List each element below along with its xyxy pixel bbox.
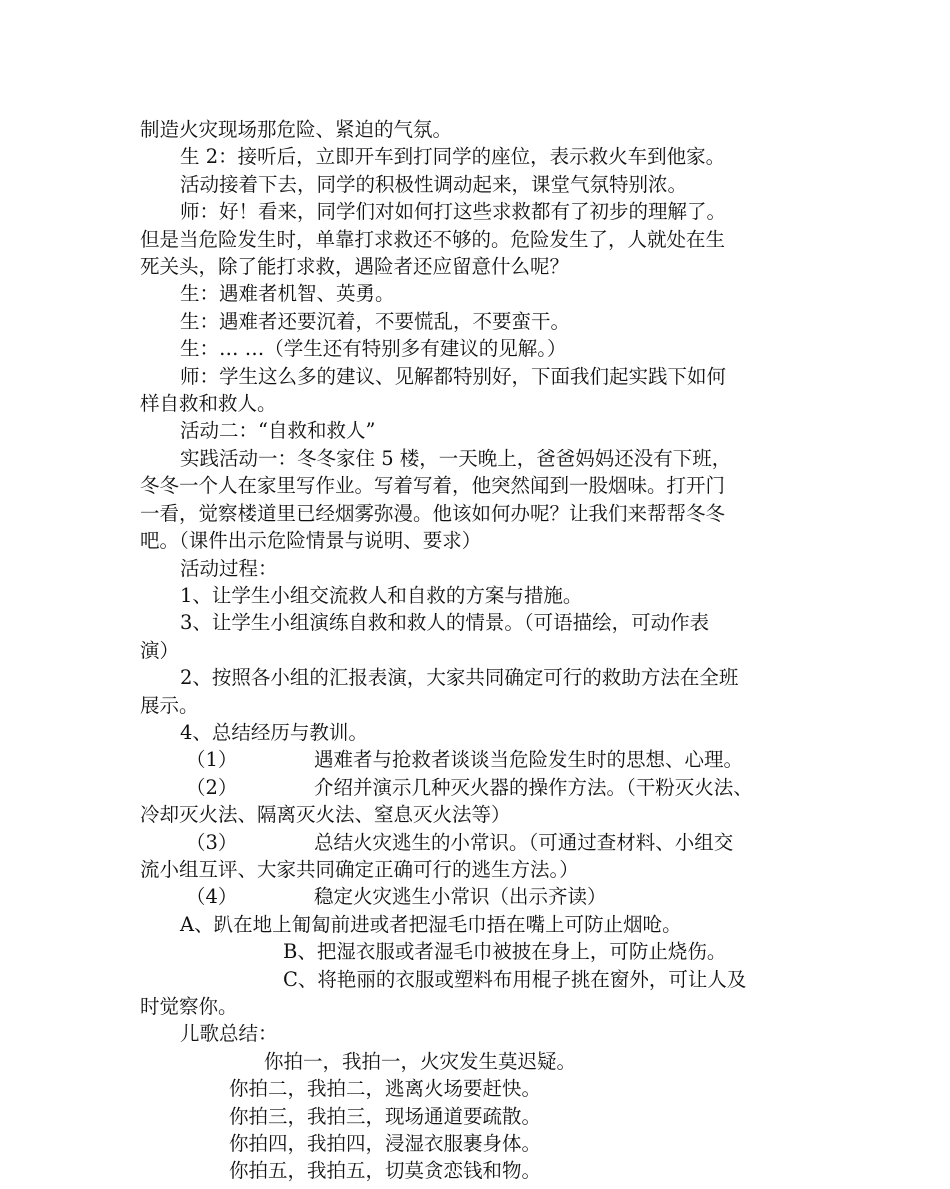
text-line: 冷却灭火法、隔离灭火法、窒息灭火法等） xyxy=(140,803,511,827)
song-line: 你拍五，我拍五，切莫贪恋钱和物。 xyxy=(229,1159,542,1183)
tip-a: A、趴在地上匍匐前进或者把湿毛巾捂在嘴上可防止烟呛。 xyxy=(180,912,682,936)
sub-item-text: 遇难者与抢救者谈谈当危险发生时的思想、心理。 xyxy=(314,748,744,772)
text-line: 生：遇难者还要沉着，不要慌乱，不要蛮干。 xyxy=(180,309,571,333)
sub-item-2 xyxy=(140,774,820,801)
text-line: 生：… …（学生还有特别多有建议的见解。） xyxy=(180,337,567,361)
text-line: 冬冬一个人在家里写作业。写着写着，他突然闻到一股烟味。打开门 xyxy=(140,474,726,498)
text-line: 展示。 xyxy=(140,693,199,717)
document-body xyxy=(140,116,820,1185)
tip-b: B、把湿衣服或者湿毛巾被披在身上，可防止烧伤。 xyxy=(283,940,727,964)
text-line: 但是当危险发生时，单靠打求救还不够的。危险发生了，人就处在生 xyxy=(140,227,726,251)
text-line: 一看，觉察楼道里已经烟雾弥漫。他该如何办呢？让我们来帮帮冬冬 xyxy=(140,501,726,525)
text-line: 4、总结经历与教训。 xyxy=(180,720,368,744)
sub-item-1 xyxy=(140,746,820,773)
song-line: 你拍二，我拍二，逃离火场要赶快。 xyxy=(229,1077,542,1101)
song-line: 你拍三，我拍三，现场通道要疏散。 xyxy=(229,1104,542,1128)
text-line: 师：学生这么多的建议、见解都特别好，下面我们起实践下如何 xyxy=(180,364,727,388)
sub-item-text: 总结火灾逃生的小常识。（可通过查材料、小组交 xyxy=(314,830,734,854)
text-line: 死关头，除了能打求救，遇险者还应留意什么呢？ xyxy=(140,255,570,279)
sub-item-number: （2） xyxy=(186,775,238,799)
sub-item-3 xyxy=(140,829,820,856)
sub-item-4 xyxy=(140,883,820,910)
sub-item-text: 介绍并演示几种灭火器的操作方法。（干粉灭火法、 xyxy=(314,775,753,799)
song-line: 你拍四，我拍四，浸湿衣服裹身体。 xyxy=(229,1132,542,1156)
sub-item-text: 稳定火灾逃生小常识（出示齐读） xyxy=(314,885,607,909)
text-line: 生 2：接听后，立即开车到打同学的座位，表示救火车到他家。 xyxy=(180,145,726,169)
tip-c: C、将艳丽的衣服或塑料布用棍子挑在窗外，可让人及 xyxy=(283,967,747,991)
song-title: 儿歌总结： xyxy=(180,1022,278,1046)
text-line: 时觉察你。 xyxy=(140,995,238,1018)
text-line: 实践活动一：冬冬家住 5 楼，一天晚上，爸爸妈妈还没有下班， xyxy=(180,446,732,470)
song-line: 你拍一，我拍一，火灾发生莫迟疑。 xyxy=(264,1049,577,1073)
text-line: 流小组互评、大家共同确定正确可行的逃生方法。） xyxy=(140,857,579,881)
sub-item-number: （4） xyxy=(186,885,238,909)
text-line: 师：好！看来，同学们对如何打这些求救都有了初步的理解了。 xyxy=(180,200,727,224)
text-line: 样自救和救人。 xyxy=(140,392,277,416)
sub-item-number: （3） xyxy=(186,830,238,854)
text-line: 活动过程： xyxy=(180,556,278,580)
text-line: 2、按照各小组的汇报表演，大家共同确定可行的救助方法在全班 xyxy=(180,666,739,690)
text-line: 制造火灾现场那危险、紧迫的气氛。 xyxy=(140,118,453,141)
text-line: 3、让学生小组演练自救和救人的情景。（可语描绘，可动作表 xyxy=(180,611,710,635)
text-line: 活动接着下去，同学的积极性调动起来，课堂气氛特别浓。 xyxy=(180,172,688,196)
text-line: 演） xyxy=(140,638,180,662)
text-line: 生：遇难者机智、英勇。 xyxy=(180,282,395,306)
text-line: 吧。（课件出示危险情景与说明、要求） xyxy=(140,529,482,553)
text-line: 活动二：“自救和救人” xyxy=(180,419,376,443)
sub-item-number: （1） xyxy=(186,748,238,772)
text-line: 1、让学生小组交流救人和自救的方案与措施。 xyxy=(180,583,583,607)
